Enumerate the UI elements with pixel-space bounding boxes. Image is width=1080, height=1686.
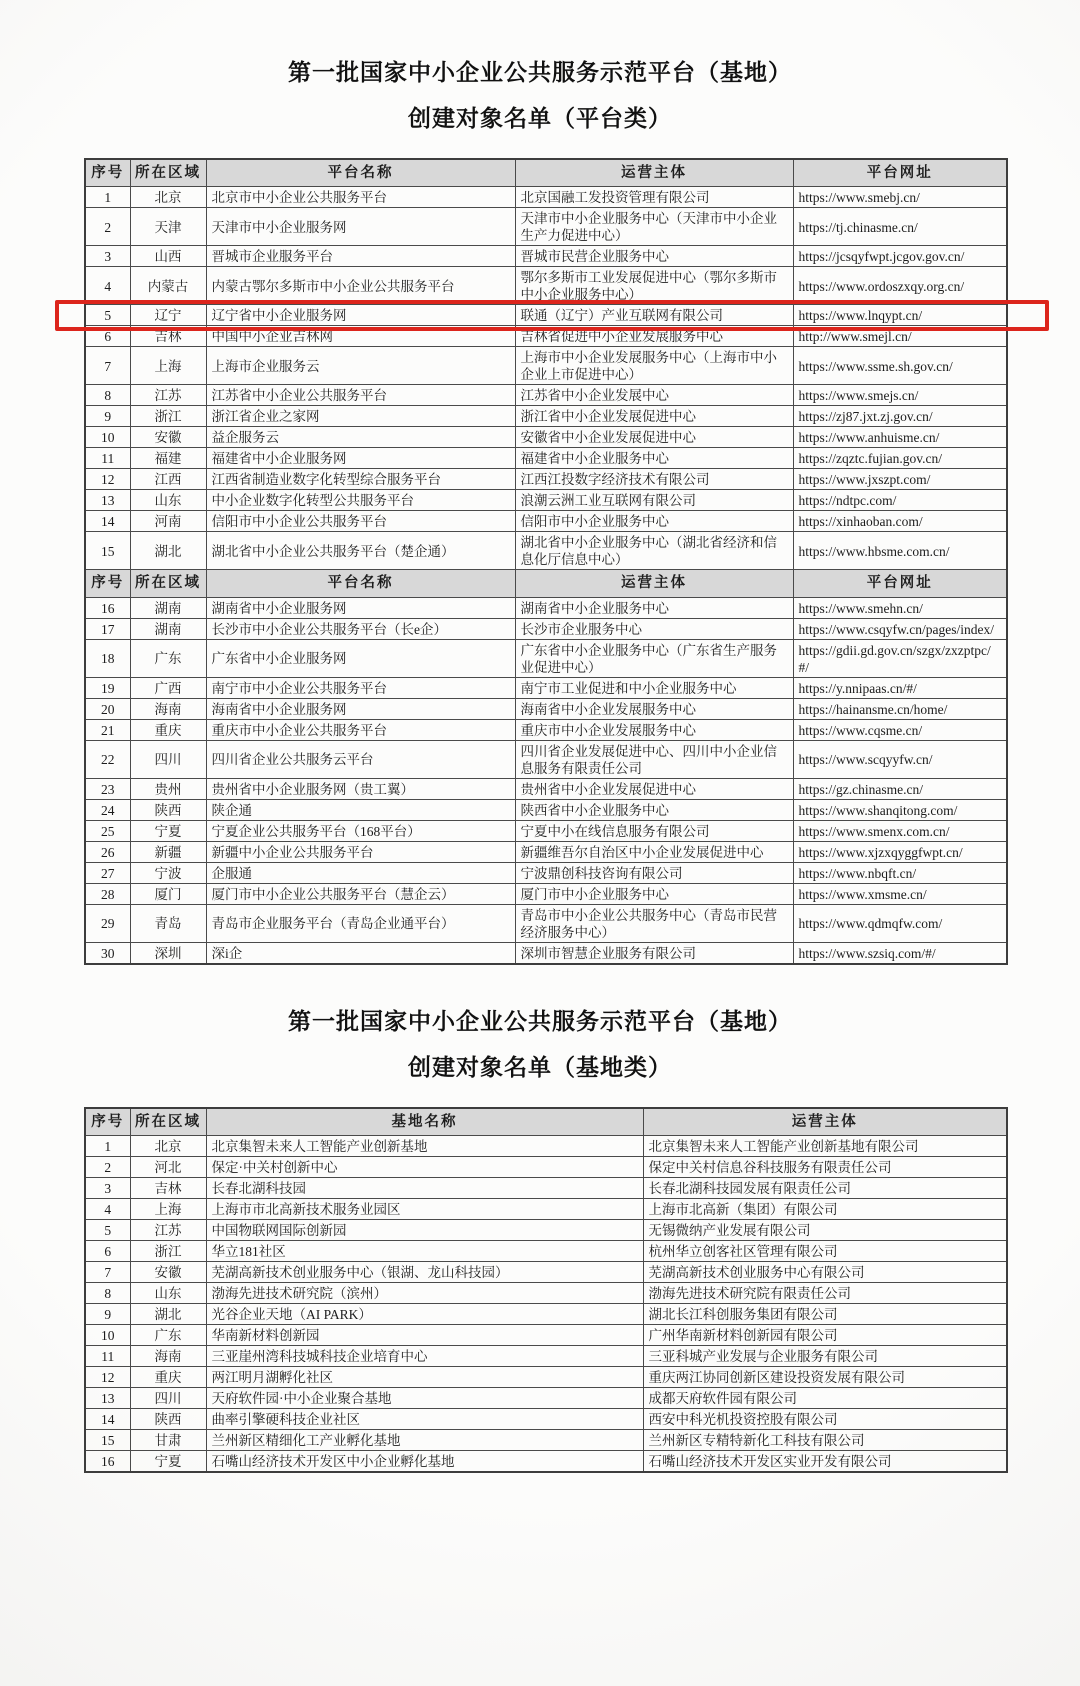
- operator-cell: 天津市中小企业服务中心（天津市中小企业生产力促进中心）: [515, 208, 793, 246]
- region-cell: 辽宁: [130, 305, 206, 326]
- table-row: [85, 677, 1007, 698]
- table-row: [85, 406, 1007, 427]
- platform-name-cell: 四川省企业公共服务云平台: [206, 740, 515, 778]
- operator-cell: 西安中科光机投资控股有限公司: [643, 1408, 1007, 1429]
- operator-cell: 新疆维吾尔自治区中小企业发展促进中心: [515, 841, 793, 862]
- column-header: 平台名称: [206, 159, 515, 187]
- header-row: [85, 159, 1007, 187]
- table-row: [85, 597, 1007, 618]
- url-cell: https://zqztc.fujian.gov.cn/: [793, 448, 1007, 469]
- table-row: [85, 267, 1007, 305]
- table-row: [85, 719, 1007, 740]
- table-row: [85, 1345, 1007, 1366]
- section2-title-line2: 创建对象名单（基地类）: [408, 1054, 672, 1080]
- operator-cell: 北京国融工发投资管理有限公司: [515, 187, 793, 208]
- table-row: [85, 799, 1007, 820]
- operator-cell: 南宁市工业促进和中小企业服务中心: [515, 677, 793, 698]
- url-cell: https://www.xjzxqyggfwpt.cn/: [793, 841, 1007, 862]
- row-number-cell: 6: [85, 1240, 130, 1261]
- operator-cell: 陕西省中小企业服务中心: [515, 799, 793, 820]
- table-row: [85, 1198, 1007, 1219]
- url-cell: https://www.ordoszxqy.org.cn/: [793, 267, 1007, 305]
- url-cell: https://y.nnipaas.cn/#/: [793, 677, 1007, 698]
- region-cell: 吉林: [130, 326, 206, 347]
- platform-name-cell: 内蒙古鄂尔多斯市中小企业公共服务平台: [206, 267, 515, 305]
- operator-cell: 重庆两江协同创新区建设投资发展有限公司: [643, 1366, 1007, 1387]
- operator-cell: 江苏省中小企业发展中心: [515, 385, 793, 406]
- table-row: [85, 740, 1007, 778]
- region-cell: 广东: [130, 1324, 206, 1345]
- row-number-cell: 7: [85, 1261, 130, 1282]
- table-row: [85, 469, 1007, 490]
- operator-cell: 吉林省促进中小企业发展服务中心: [515, 326, 793, 347]
- operator-cell: 三亚科城产业发展与企业服务有限公司: [643, 1345, 1007, 1366]
- table-row: [85, 326, 1007, 347]
- table-row: [85, 639, 1007, 677]
- region-cell: 广东: [130, 639, 206, 677]
- base-table: [84, 1107, 1008, 1473]
- operator-cell: 无锡微纳产业发展有限公司: [643, 1219, 1007, 1240]
- table-row: [85, 1261, 1007, 1282]
- row-number-cell: 8: [85, 385, 130, 406]
- row-number-cell: 26: [85, 841, 130, 862]
- platform-name-cell: 海南省中小企业服务网: [206, 698, 515, 719]
- operator-cell: 石嘴山经济技术开发区实业开发有限公司: [643, 1450, 1007, 1472]
- table-row: [85, 904, 1007, 942]
- operator-cell: 江西江投数字经济技术有限公司: [515, 469, 793, 490]
- operator-cell: 湖北省中小企业服务中心（湖北省经济和信息化厅信息中心）: [515, 532, 793, 570]
- operator-cell: 四川省企业发展促进中心、四川中小企业信息服务有限责任公司: [515, 740, 793, 778]
- table-row: [85, 1408, 1007, 1429]
- region-cell: 宁夏: [130, 820, 206, 841]
- url-cell: https://www.qdmqfw.com/: [793, 904, 1007, 942]
- table-row: [85, 1387, 1007, 1408]
- base-name-cell: 中国物联网国际创新园: [206, 1219, 643, 1240]
- table-row: [85, 187, 1007, 208]
- region-cell: 陕西: [130, 799, 206, 820]
- operator-cell: 保定中关村信息谷科技服务有限责任公司: [643, 1156, 1007, 1177]
- url-cell: https://www.csqyfw.cn/pages/index/: [793, 618, 1007, 639]
- table-row: [85, 1366, 1007, 1387]
- operator-cell: 渤海先进技术研究院有限责任公司: [643, 1282, 1007, 1303]
- table-row: [85, 1240, 1007, 1261]
- region-cell: 山东: [130, 490, 206, 511]
- row-number-cell: 7: [85, 347, 130, 385]
- url-cell: http://www.smejl.cn/: [793, 326, 1007, 347]
- url-cell: https://www.ssme.sh.gov.cn/: [793, 347, 1007, 385]
- column-header: 所在区域: [130, 159, 206, 187]
- row-number-cell: 11: [85, 448, 130, 469]
- url-cell: https://www.scqyyfw.cn/: [793, 740, 1007, 778]
- region-cell: 北京: [130, 1135, 206, 1156]
- base-name-cell: 华南新材料创新园: [206, 1324, 643, 1345]
- operator-cell: 深圳市智慧企业服务有限公司: [515, 942, 793, 964]
- row-number-cell: 15: [85, 1429, 130, 1450]
- table-row: [85, 698, 1007, 719]
- region-cell: 河南: [130, 511, 206, 532]
- platform-name-cell: 湖北省中小企业公共服务平台（楚企通）: [206, 532, 515, 570]
- operator-cell: 北京集智未来人工智能产业创新基地有限公司: [643, 1135, 1007, 1156]
- column-header: 运营主体: [643, 1108, 1007, 1136]
- base-name-cell: 三亚崖州湾科技城科技企业培育中心: [206, 1345, 643, 1366]
- platform-name-cell: 信阳市中小企业公共服务平台: [206, 511, 515, 532]
- table-row: [85, 841, 1007, 862]
- row-number-cell: 27: [85, 862, 130, 883]
- base-name-cell: 石嘴山经济技术开发区中小企业孵化基地: [206, 1450, 643, 1472]
- platform-name-cell: 青岛市企业服务平台（青岛企业通平台）: [206, 904, 515, 942]
- operator-cell: 青岛市中小企业公共服务中心（青岛市民营经济服务中心）: [515, 904, 793, 942]
- platform-name-cell: 长沙市中小企业公共服务平台（长e企）: [206, 618, 515, 639]
- table-row: [85, 1177, 1007, 1198]
- region-cell: 甘肃: [130, 1429, 206, 1450]
- row-number-cell: 20: [85, 698, 130, 719]
- base-name-cell: 上海市市北高新技术服务业园区: [206, 1198, 643, 1219]
- region-cell: 河北: [130, 1156, 206, 1177]
- region-cell: 深圳: [130, 942, 206, 964]
- region-cell: 海南: [130, 1345, 206, 1366]
- region-cell: 山西: [130, 246, 206, 267]
- row-number-cell: 10: [85, 1324, 130, 1345]
- region-cell: 宁夏: [130, 1450, 206, 1472]
- column-header: 运营主体: [515, 570, 793, 597]
- table-row: [85, 1135, 1007, 1156]
- row-number-cell: 13: [85, 490, 130, 511]
- table-row: [85, 778, 1007, 799]
- table-row: [85, 820, 1007, 841]
- table-row: [85, 1450, 1007, 1472]
- platform-name-cell: 晋城市企业服务平台: [206, 246, 515, 267]
- region-cell: 上海: [130, 347, 206, 385]
- row-number-cell: 15: [85, 532, 130, 570]
- row-number-cell: 13: [85, 1387, 130, 1408]
- operator-cell: 信阳市中小企业服务中心: [515, 511, 793, 532]
- row-number-cell: 18: [85, 639, 130, 677]
- url-cell: https://www.smebj.cn/: [793, 187, 1007, 208]
- region-cell: 浙江: [130, 406, 206, 427]
- url-cell: https://www.smehn.cn/: [793, 597, 1007, 618]
- url-cell: https://www.xmsme.cn/: [793, 883, 1007, 904]
- header-row: [85, 1108, 1007, 1136]
- base-name-cell: 长春北湖科技园: [206, 1177, 643, 1198]
- operator-cell: 贵州省中小企业发展促进中心: [515, 778, 793, 799]
- table-row: [85, 305, 1007, 326]
- region-cell: 湖南: [130, 618, 206, 639]
- row-number-cell: 12: [85, 469, 130, 490]
- base-name-cell: 兰州新区精细化工产业孵化基地: [206, 1429, 643, 1450]
- platform-name-cell: 湖南省中小企业服务网: [206, 597, 515, 618]
- base-name-cell: 北京集智未来人工智能产业创新基地: [206, 1135, 643, 1156]
- row-number-cell: 3: [85, 1177, 130, 1198]
- row-number-cell: 21: [85, 719, 130, 740]
- operator-cell: 浙江省中小企业发展促进中心: [515, 406, 793, 427]
- row-number-cell: 5: [85, 305, 130, 326]
- operator-cell: 厦门市中小企业服务中心: [515, 883, 793, 904]
- url-cell: https://hainansme.cn/home/: [793, 698, 1007, 719]
- platform-name-cell: 浙江省企业之家网: [206, 406, 515, 427]
- base-name-cell: 保定·中关村创新中心: [206, 1156, 643, 1177]
- section1-title: [0, 50, 1080, 142]
- base-name-cell: 天府软件园·中小企业聚合基地: [206, 1387, 643, 1408]
- operator-cell: 海南省中小企业发展服务中心: [515, 698, 793, 719]
- row-number-cell: 29: [85, 904, 130, 942]
- platform-name-cell: 中小企业数字化转型公共服务平台: [206, 490, 515, 511]
- table-row: [85, 1429, 1007, 1450]
- region-cell: 广西: [130, 677, 206, 698]
- url-cell: https://gz.chinasme.cn/: [793, 778, 1007, 799]
- region-cell: 江西: [130, 469, 206, 490]
- table-row: [85, 1324, 1007, 1345]
- platform-name-cell: 贵州省中小企业服务网（贵工翼）: [206, 778, 515, 799]
- column-header: 平台名称: [206, 570, 515, 597]
- operator-cell: 成都天府软件园有限公司: [643, 1387, 1007, 1408]
- row-number-cell: 22: [85, 740, 130, 778]
- row-number-cell: 6: [85, 326, 130, 347]
- region-cell: 北京: [130, 187, 206, 208]
- region-cell: 新疆: [130, 841, 206, 862]
- column-header: 序号: [85, 1108, 130, 1136]
- row-number-cell: 4: [85, 267, 130, 305]
- operator-cell: 湖北长江科创服务集团有限公司: [643, 1303, 1007, 1324]
- region-cell: 青岛: [130, 904, 206, 942]
- region-cell: 天津: [130, 208, 206, 246]
- operator-cell: 安徽省中小企业发展促进中心: [515, 427, 793, 448]
- region-cell: 湖北: [130, 1303, 206, 1324]
- region-cell: 吉林: [130, 1177, 206, 1198]
- table-row: [85, 532, 1007, 570]
- platform-name-cell: 企服通: [206, 862, 515, 883]
- operator-cell: 兰州新区专精特新化工科技有限公司: [643, 1429, 1007, 1450]
- url-cell: https://www.smejs.cn/: [793, 385, 1007, 406]
- row-number-cell: 14: [85, 511, 130, 532]
- url-cell: https://www.nbqft.cn/: [793, 862, 1007, 883]
- column-header: 平台网址: [793, 159, 1007, 187]
- section2-title: [0, 999, 1080, 1091]
- region-cell: 内蒙古: [130, 267, 206, 305]
- row-number-cell: 2: [85, 1156, 130, 1177]
- region-cell: 陕西: [130, 1408, 206, 1429]
- platform-name-cell: 江西省制造业数字化转型综合服务平台: [206, 469, 515, 490]
- region-cell: 贵州: [130, 778, 206, 799]
- row-number-cell: 2: [85, 208, 130, 246]
- table-row: [85, 1282, 1007, 1303]
- column-header: 所在区域: [130, 1108, 206, 1136]
- region-cell: 湖北: [130, 532, 206, 570]
- operator-cell: 晋城市民营企业服务中心: [515, 246, 793, 267]
- platform-name-cell: 北京市中小企业公共服务平台: [206, 187, 515, 208]
- row-number-cell: 9: [85, 1303, 130, 1324]
- operator-cell: 长沙市企业服务中心: [515, 618, 793, 639]
- operator-cell: 长春北湖科技园发展有限责任公司: [643, 1177, 1007, 1198]
- operator-cell: 宁夏中小在线信息服务有限公司: [515, 820, 793, 841]
- table-row: [85, 246, 1007, 267]
- row-number-cell: 23: [85, 778, 130, 799]
- platform-name-cell: 益企服务云: [206, 427, 515, 448]
- url-cell: https://www.jxszpt.com/: [793, 469, 1007, 490]
- row-number-cell: 16: [85, 1450, 130, 1472]
- region-cell: 安徽: [130, 427, 206, 448]
- operator-cell: 广州华南新材料创新园有限公司: [643, 1324, 1007, 1345]
- row-number-cell: 5: [85, 1219, 130, 1240]
- platform-name-cell: 陕企通: [206, 799, 515, 820]
- row-number-cell: 11: [85, 1345, 130, 1366]
- region-cell: 四川: [130, 1387, 206, 1408]
- region-cell: 浙江: [130, 1240, 206, 1261]
- row-number-cell: 1: [85, 187, 130, 208]
- platform-name-cell: 新疆中小企业公共服务平台: [206, 841, 515, 862]
- url-cell: https://tj.chinasme.cn/: [793, 208, 1007, 246]
- platform-name-cell: 厦门市中小企业公共服务平台（慧企云）: [206, 883, 515, 904]
- table-row: [85, 208, 1007, 246]
- url-cell: https://ndtpc.com/: [793, 490, 1007, 511]
- table-row: [85, 347, 1007, 385]
- region-cell: 安徽: [130, 1261, 206, 1282]
- column-header: 序号: [85, 570, 130, 597]
- table-row: [85, 618, 1007, 639]
- platform-name-cell: 上海市企业服务云: [206, 347, 515, 385]
- column-header: 基地名称: [206, 1108, 643, 1136]
- section1-title-line1: 第一批国家中小企业公共服务示范平台（基地）: [288, 60, 792, 85]
- operator-cell: 杭州华立创客社区管理有限公司: [643, 1240, 1007, 1261]
- operator-cell: 湖南省中小企业服务中心: [515, 597, 793, 618]
- section2-title-line1: 第一批国家中小企业公共服务示范平台（基地）: [288, 1008, 792, 1034]
- section1-title-line2: 创建对象名单（平台类）: [408, 106, 672, 131]
- region-cell: 宁波: [130, 862, 206, 883]
- base-name-cell: 两江明月湖孵化社区: [206, 1366, 643, 1387]
- operator-cell: 芜湖高新技术创业服务中心有限公司: [643, 1261, 1007, 1282]
- operator-cell: 联通（辽宁）产业互联网有限公司: [515, 305, 793, 326]
- table-row: [85, 942, 1007, 964]
- row-number-cell: 4: [85, 1198, 130, 1219]
- row-number-cell: 17: [85, 618, 130, 639]
- platform-name-cell: 广东省中小企业服务网: [206, 639, 515, 677]
- region-cell: 江苏: [130, 385, 206, 406]
- region-cell: 江苏: [130, 1219, 206, 1240]
- table-row: [85, 427, 1007, 448]
- region-cell: 上海: [130, 1198, 206, 1219]
- row-number-cell: 10: [85, 427, 130, 448]
- row-number-cell: 1: [85, 1135, 130, 1156]
- table-row: [85, 883, 1007, 904]
- operator-cell: 福建省中小企业服务中心: [515, 448, 793, 469]
- url-cell: https://zj87.jxt.zj.gov.cn/: [793, 406, 1007, 427]
- platform-name-cell: 深i企: [206, 942, 515, 964]
- row-number-cell: 8: [85, 1282, 130, 1303]
- url-cell: https://www.anhuisme.cn/: [793, 427, 1007, 448]
- url-cell: https://www.smenx.com.cn/: [793, 820, 1007, 841]
- table-row: [85, 490, 1007, 511]
- operator-cell: 上海市中小企业发展服务中心（上海市中小企业上市促进中心）: [515, 347, 793, 385]
- region-cell: 四川: [130, 740, 206, 778]
- platform-name-cell: 江苏省中小企业公共服务平台: [206, 385, 515, 406]
- url-cell: https://xinhaoban.com/: [793, 511, 1007, 532]
- url-cell: https://www.hbsme.com.cn/: [793, 532, 1007, 570]
- table-row: [85, 862, 1007, 883]
- row-number-cell: 16: [85, 597, 130, 618]
- base-name-cell: 光谷企业天地（AI PARK）: [206, 1303, 643, 1324]
- row-number-cell: 25: [85, 820, 130, 841]
- row-number-cell: 28: [85, 883, 130, 904]
- platform-name-cell: 天津市中小企业服务网: [206, 208, 515, 246]
- operator-cell: 广东省中小企业服务中心（广东省生产服务业促进中心）: [515, 639, 793, 677]
- operator-cell: 鄂尔多斯市工业发展促进中心（鄂尔多斯市中小企业服务中心）: [515, 267, 793, 305]
- platform-name-cell: 宁夏企业公共服务平台（168平台）: [206, 820, 515, 841]
- header-row: [85, 570, 1007, 597]
- platform-name-cell: 重庆市中小企业公共服务平台: [206, 719, 515, 740]
- base-name-cell: 曲率引擎硬科技企业社区: [206, 1408, 643, 1429]
- platform-name-cell: 辽宁省中小企业服务网: [206, 305, 515, 326]
- base-name-cell: 华立181社区: [206, 1240, 643, 1261]
- row-number-cell: 19: [85, 677, 130, 698]
- operator-cell: 浪潮云洲工业互联网有限公司: [515, 490, 793, 511]
- url-cell: https://gdii.gd.gov.cn/szgx/zxzptpc/#/: [793, 639, 1007, 677]
- region-cell: 湖南: [130, 597, 206, 618]
- column-header: 所在区域: [130, 570, 206, 597]
- row-number-cell: 30: [85, 942, 130, 964]
- platform-name-cell: 中国中小企业吉林网: [206, 326, 515, 347]
- platform-table: [84, 158, 1008, 965]
- row-number-cell: 9: [85, 406, 130, 427]
- operator-cell: 重庆市中小企业发展服务中心: [515, 719, 793, 740]
- region-cell: 山东: [130, 1282, 206, 1303]
- row-number-cell: 12: [85, 1366, 130, 1387]
- row-number-cell: 3: [85, 246, 130, 267]
- column-header: 序号: [85, 159, 130, 187]
- base-name-cell: 渤海先进技术研究院（滨州）: [206, 1282, 643, 1303]
- url-cell: https://www.lnqypt.cn/: [793, 305, 1007, 326]
- row-number-cell: 14: [85, 1408, 130, 1429]
- url-cell: https://www.szsiq.com/#/: [793, 942, 1007, 964]
- row-number-cell: 24: [85, 799, 130, 820]
- region-cell: 海南: [130, 698, 206, 719]
- table-row: [85, 511, 1007, 532]
- operator-cell: 宁波鼎创科技咨询有限公司: [515, 862, 793, 883]
- base-name-cell: 芜湖高新技术创业服务中心（银湖、龙山科技园）: [206, 1261, 643, 1282]
- column-header: 运营主体: [515, 159, 793, 187]
- region-cell: 重庆: [130, 1366, 206, 1387]
- url-cell: https://jcsqyfwpt.jcgov.gov.cn/: [793, 246, 1007, 267]
- table-row: [85, 1156, 1007, 1177]
- region-cell: 厦门: [130, 883, 206, 904]
- platform-name-cell: 福建省中小企业服务网: [206, 448, 515, 469]
- url-cell: https://www.cqsme.cn/: [793, 719, 1007, 740]
- region-cell: 重庆: [130, 719, 206, 740]
- url-cell: https://www.shanqitong.com/: [793, 799, 1007, 820]
- region-cell: 福建: [130, 448, 206, 469]
- table-row: [85, 448, 1007, 469]
- operator-cell: 上海市北高新（集团）有限公司: [643, 1198, 1007, 1219]
- table-row: [85, 1219, 1007, 1240]
- table-row: [85, 385, 1007, 406]
- table-row: [85, 1303, 1007, 1324]
- platform-name-cell: 南宁市中小企业公共服务平台: [206, 677, 515, 698]
- column-header: 平台网址: [793, 570, 1007, 597]
